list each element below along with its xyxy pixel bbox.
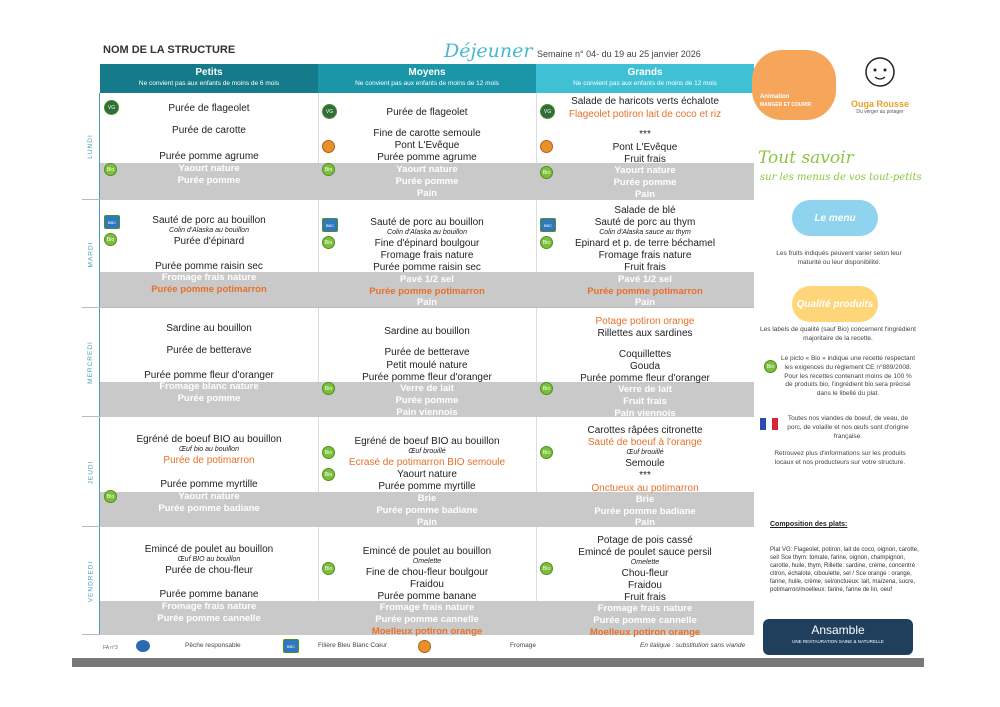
- legend-bbc: Filière Bleu Blanc Cœur: [318, 642, 387, 649]
- dish: Purée de chou-fleur: [165, 565, 253, 576]
- dish-substitute: Œuf bio au bouillon: [179, 446, 239, 453]
- dish: Sauté de porc au bouillon: [152, 215, 266, 226]
- dish: Purée pomme myrtille: [378, 481, 476, 492]
- dish: Fromage frais nature: [597, 603, 693, 614]
- dish: Purée pomme myrtille: [160, 479, 258, 490]
- vegetarian-icon: VG: [322, 104, 337, 119]
- legend-fromage: Fromage: [510, 642, 537, 649]
- dish: Purée pomme fleur d'oranger: [144, 370, 274, 381]
- menu-note: Les fruits indiqués peuvent varier selon leur maturité ou leur disponibilité.: [776, 250, 902, 266]
- dish: Fine de carotte semoule: [373, 128, 481, 139]
- dish: Pont L'Evêque: [612, 142, 678, 153]
- dish: Potage potiron orange: [595, 316, 695, 327]
- day-label-mercredi: MERCREDI: [82, 308, 100, 417]
- dish: Fruit frais: [624, 154, 666, 165]
- animation-logo: Animation MANGER ET COURIR: [752, 50, 836, 120]
- dish: Purée pomme cannelle: [593, 615, 697, 626]
- bio-icon: Bio: [322, 382, 335, 395]
- legend-italic: En italique : substitution sans viande: [640, 642, 746, 649]
- bio-icon: Bio: [540, 236, 553, 249]
- dish: Fromage frais nature: [161, 601, 257, 612]
- dish: Sauté de porc au bouillon: [370, 217, 484, 228]
- dish: Moelleux potiron orange: [589, 627, 701, 638]
- dish-substitute: Œuf BIO au bouillon: [177, 556, 241, 563]
- dish: Purée de betterave: [384, 347, 470, 358]
- cell-vendredi-petits: [100, 527, 318, 635]
- dish: Purée pomme raisin sec: [373, 262, 481, 273]
- dish: Chou-fleur: [621, 568, 669, 579]
- dish: Pain: [634, 189, 656, 200]
- dish: Coquillettes: [618, 349, 672, 360]
- bio-icon: Bio: [104, 490, 117, 503]
- dish: Purée pomme agrume: [159, 151, 259, 162]
- child-face-icon: [848, 50, 912, 94]
- meat-origin-note: Toutes nos viandes de boeuf, de veau, de porc, de volaille et nos œufs sont d'origine française.: [787, 415, 909, 440]
- dish: Salade de haricots verts échalote: [571, 96, 719, 107]
- dish: Carottes râpées citronette: [587, 425, 703, 436]
- dish: Purée pomme raisin sec: [155, 261, 263, 272]
- day-label-jeudi: JEUDI: [82, 417, 100, 527]
- dish: Emincé de poulet sauce persil: [578, 547, 712, 558]
- dish-substitute: Colin d'Alaska sauce au thym: [599, 229, 691, 236]
- dish: Purée de flageolet: [386, 107, 468, 118]
- dish: Purée de betterave: [166, 345, 252, 356]
- dish: Purée pomme: [177, 175, 241, 186]
- dish: Purée pomme agrume: [377, 152, 477, 163]
- bio-icon: Bio: [322, 236, 335, 249]
- dish: Purée pomme cannelle: [375, 614, 479, 625]
- dish: Epinard et p. de terre béchamel: [574, 238, 716, 249]
- cell-lundi-grands: [536, 93, 754, 200]
- structure-name: NOM DE LA STRUCTURE: [103, 44, 236, 56]
- dish: Sardine au bouillon: [384, 326, 470, 337]
- bleu-blanc-coeur-icon: BBC: [322, 218, 338, 232]
- cell-vendredi-grands: [536, 527, 754, 638]
- cell-lundi-petits: [100, 93, 318, 200]
- dish: Purée pomme fleur d'oranger: [362, 372, 492, 383]
- dish: ***: [639, 129, 651, 140]
- dish: Purée pomme: [177, 393, 241, 404]
- ouga-rousse-logo: Ouga Rousse Du verger au potager: [848, 50, 912, 120]
- dish: Semoule: [625, 458, 665, 469]
- cell-mercredi-moyens: [318, 308, 536, 417]
- dish: Pain: [634, 297, 656, 308]
- dish-substitute: Œuf brouillé: [408, 448, 446, 455]
- labels-note: Les labels de qualité (sauf Bio) concernent l'ingrédient majoritaire de la recette.: [760, 326, 916, 342]
- dish: Pavé 1/2 sel: [618, 274, 672, 285]
- dish: Ecrasé de potimarron BIO semoule: [348, 457, 506, 468]
- cloud-qualite-produits: Qualité produits: [792, 286, 878, 322]
- dish: Purée pomme banane: [159, 589, 259, 600]
- dish: Sardine au bouillon: [166, 323, 252, 334]
- dish: Fromage blanc nature: [159, 381, 259, 392]
- dish: Purée pomme badiane: [158, 503, 260, 514]
- dish-substitute: Omelette: [412, 558, 442, 565]
- dish: Purée d'épinard: [173, 236, 245, 247]
- ansamble-logo: Ansamble UNE RESTAURATION SAINE & NATURELLE: [763, 619, 913, 655]
- dish: Fine d'épinard boulgour: [374, 238, 480, 249]
- dish: Purée pomme: [395, 176, 459, 187]
- dish: Petit moulé nature: [386, 360, 468, 371]
- cheese-label-icon: [418, 640, 431, 653]
- cell-mercredi-grands: [536, 308, 754, 417]
- dish: Fromage frais nature: [161, 272, 257, 283]
- dish: Purée pomme: [395, 395, 459, 406]
- french-flag-icon: [760, 418, 778, 430]
- cell-jeudi-petits: [100, 417, 318, 527]
- dish: Emincé de poulet au bouillon: [362, 546, 492, 557]
- bio-icon: Bio: [540, 382, 553, 395]
- bio-icon: Bio: [764, 360, 777, 373]
- dish: Moelleux potiron orange: [371, 626, 483, 637]
- dish: Purée pomme potimarron: [151, 284, 267, 295]
- dish: Purée de potimarron: [163, 455, 255, 466]
- composition-text: Plat VG: Flageolet, potiron, lait de coco, oignon, carotte, sel/ Sce thym: tomate, farine, oignon, champignon, carotte, huile, thym, Rillette: sardine, crème, concentré citron, échalote, ciboulette, sel / Sce orange : orange, farine, huile, crème, sel/onctueux: lait, maïzena, sucre, potimarron/moelleux: farine, farine de lin, oeuf: [770, 547, 919, 594]
- dish: Verre de lait: [400, 383, 454, 394]
- cloud-le-menu: Le menu: [792, 200, 878, 236]
- dish: Purée pomme potimarron: [587, 286, 703, 297]
- dish: Purée de carotte: [172, 125, 246, 136]
- dish: Pain: [634, 517, 656, 528]
- fish-icon: [136, 640, 150, 652]
- dish: Yaourt nature: [614, 165, 676, 176]
- cell-lundi-moyens: [318, 93, 536, 200]
- cell-vendredi-moyens: [318, 527, 536, 635]
- dish: Purée pomme: [613, 177, 677, 188]
- cell-jeudi-grands: [536, 417, 754, 527]
- dish: Potage de pois cassé: [597, 535, 693, 546]
- info-note: Retrouvez plus d'informations sur les produits locaux et nos producteurs sur votre structure.: [774, 450, 906, 466]
- cheese-label-icon: [322, 140, 335, 153]
- dish: Purée pomme fleur d'oranger: [580, 373, 710, 384]
- dish: Yaourt nature: [178, 163, 240, 174]
- dish: Rillettes aux sardines: [597, 328, 693, 339]
- dish: Salade de blé: [614, 205, 676, 216]
- vegetarian-icon: VG: [104, 100, 119, 115]
- dish: Gouda: [629, 361, 661, 372]
- day-label-mardi: MARDI: [82, 200, 100, 308]
- week-label: Semaine n° 04- du 19 au 25 janvier 2026: [537, 49, 701, 59]
- dish: Sauté de porc au thym: [594, 217, 696, 228]
- bio-note: Le picto « Bio » indique une recette respectant les exigences du règlement CE n°889/2008. Pour les recettes contenant moins de 100 % de produits bio, l'ingrédient bio sera précisé dans le libellé du plat.: [780, 355, 916, 398]
- dish: Yaourt nature: [397, 469, 457, 480]
- dish-substitute: Colin d'Alaska au bouillon: [387, 229, 467, 236]
- vegetarian-icon: VG: [540, 104, 555, 119]
- dish: Purée pomme potimarron: [369, 286, 485, 297]
- dish: Pain: [416, 297, 438, 308]
- cheese-label-icon: [540, 140, 553, 153]
- dish: Fraidou: [410, 579, 444, 590]
- column-header-petits: Petits Ne convient pas aux enfants de moins de 6 mois: [100, 64, 318, 93]
- cell-mardi-petits: [100, 200, 318, 308]
- dish: Yaourt nature: [396, 164, 458, 175]
- dish: Brie: [417, 493, 437, 504]
- dish: Yaourt nature: [178, 491, 240, 502]
- dish: Fruit frais: [624, 262, 666, 273]
- dish: Onctueux au potimarron: [591, 483, 699, 494]
- dish: Fruit frais: [623, 396, 667, 407]
- bio-icon: Bio: [322, 446, 335, 459]
- dish: Sauté de boeuf à l'orange: [587, 437, 703, 448]
- meal-title: Déjeuner: [444, 40, 533, 62]
- day-label-lundi: LUNDI: [82, 93, 100, 200]
- dish-substitute: Œuf brouillé: [626, 449, 664, 456]
- bio-icon: Bio: [540, 446, 553, 459]
- sidebar-title: Tout savoir: [758, 148, 854, 168]
- bio-icon: Bio: [322, 468, 335, 481]
- bio-icon: Bio: [540, 166, 553, 179]
- dish: Fromage frais nature: [380, 250, 474, 261]
- dish: Fromage frais nature: [598, 250, 692, 261]
- dish: Purée pomme cannelle: [157, 613, 261, 624]
- legend-peche: Pêche responsable: [185, 642, 241, 649]
- dish: Fromage frais nature: [379, 602, 475, 613]
- dish: Purée pomme banane: [377, 591, 477, 602]
- dish: Pain viennois: [614, 408, 676, 419]
- composition-title: Composition des plats:: [770, 521, 848, 528]
- cell-mercredi-petits: [100, 308, 318, 417]
- cell-mardi-grands: [536, 200, 754, 308]
- bleu-blanc-coeur-icon: BBC: [283, 639, 299, 653]
- column-header-grands: Grands Ne convient pas aux enfants de moins de 12 mois: [536, 64, 754, 93]
- dish: Egréné de boeuf BIO au bouillon: [136, 434, 282, 445]
- dish: Fraidou: [628, 580, 662, 591]
- column-header-moyens: Moyens Ne convient pas aux enfants de moins de 12 mois: [318, 64, 536, 93]
- dish: ***: [639, 470, 651, 481]
- dish: Brie: [635, 494, 655, 505]
- dish: Purée de flageolet: [168, 103, 250, 114]
- dish: Pain viennois: [396, 407, 458, 418]
- dish: Purée pomme badiane: [594, 506, 696, 517]
- cell-mardi-moyens: [318, 200, 536, 308]
- reference: FA n°3: [103, 645, 118, 651]
- cell-jeudi-moyens: [318, 417, 536, 527]
- footer-bar: [72, 658, 924, 667]
- dish: Pain: [416, 188, 438, 199]
- bio-icon: Bio: [322, 562, 335, 575]
- dish: Emincé de poulet au bouillon: [144, 544, 274, 555]
- bio-icon: Bio: [104, 233, 117, 246]
- dish: Pavé 1/2 sel: [400, 274, 454, 285]
- dish: Purée pomme badiane: [376, 505, 478, 516]
- bio-icon: Bio: [322, 163, 335, 176]
- dish: Verre de lait: [618, 384, 672, 395]
- bleu-blanc-coeur-icon: BBC: [540, 218, 556, 232]
- dish-substitute: Colin d'Alaska au bouillon: [169, 227, 249, 234]
- bleu-blanc-coeur-icon: BBC: [104, 215, 120, 229]
- bio-icon: Bio: [104, 163, 117, 176]
- dish: Fruit frais: [624, 592, 666, 603]
- dish-substitute: Omelette: [630, 559, 660, 566]
- dish: Fine de chou-fleur boulgour: [365, 567, 489, 578]
- dish: Pain: [416, 517, 438, 528]
- day-label-vendredi: VENDREDI: [82, 527, 100, 635]
- dish: Egréné de boeuf BIO au bouillon: [354, 436, 500, 447]
- dish: Flageolet potiron lait de coco et riz: [568, 109, 722, 120]
- sidebar-subtitle: sur les menus de vos tout-petits: [760, 172, 922, 183]
- bio-icon: Bio: [540, 562, 553, 575]
- dish: Pont L'Evêque: [394, 140, 460, 151]
